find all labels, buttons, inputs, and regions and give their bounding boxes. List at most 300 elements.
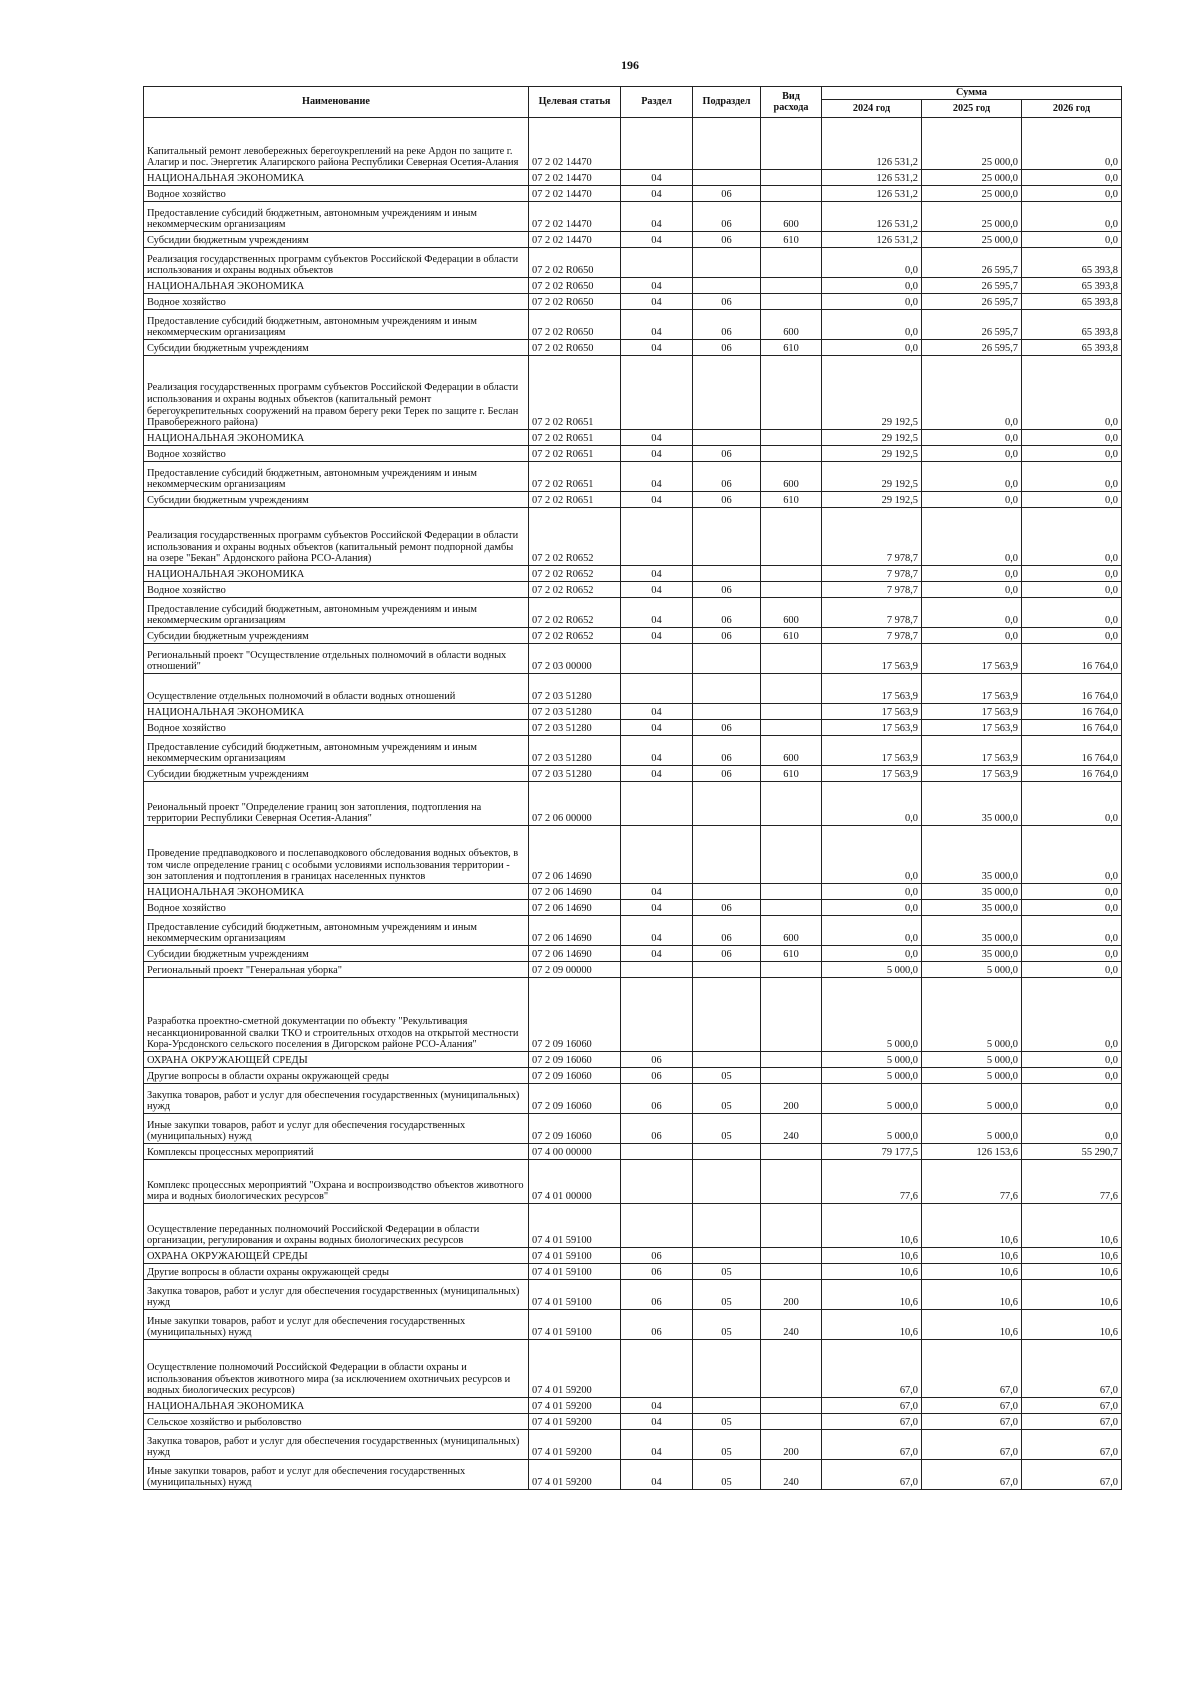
target-article-cell: 07 4 01 59200 <box>529 1460 621 1490</box>
name-cell: Субсидии бюджетным учреждениям <box>144 232 529 248</box>
expense-type-cell <box>761 1248 822 1264</box>
section-cell: 04 <box>621 202 693 232</box>
sum-2026-cell: 16 764,0 <box>1022 736 1122 766</box>
subsection-cell <box>693 430 761 446</box>
section-cell <box>621 118 693 170</box>
subsection-cell: 06 <box>693 340 761 356</box>
name-cell: Иные закупки товаров, работ и услуг для обеспечения государственных (муниципальных) нужд <box>144 1310 529 1340</box>
sum-2025-cell: 10,6 <box>922 1280 1022 1310</box>
sum-2024-cell: 126 531,2 <box>822 170 922 186</box>
sum-2026-cell: 65 393,8 <box>1022 340 1122 356</box>
sum-2025-cell: 126 153,6 <box>922 1144 1022 1160</box>
target-article-cell: 07 2 02 14470 <box>529 232 621 248</box>
sum-2025-cell: 35 000,0 <box>922 916 1022 946</box>
table-row <box>144 1460 1122 1490</box>
sum-2025-cell: 5 000,0 <box>922 1084 1022 1114</box>
expense-type-cell: 600 <box>761 598 822 628</box>
sum-2026-cell: 0,0 <box>1022 782 1122 826</box>
name-cell: Комплексы процессных мероприятий <box>144 1144 529 1160</box>
name-cell: Осуществление переданных полномочий Российской Федерации в области организации, регулирования и охраны водных биологических ресурсов <box>144 1204 529 1248</box>
sum-2025-cell: 17 563,9 <box>922 766 1022 782</box>
table-row <box>144 720 1122 736</box>
sum-2026-cell: 0,0 <box>1022 978 1122 1052</box>
target-article-cell: 07 4 01 00000 <box>529 1160 621 1204</box>
subsection-cell <box>693 1248 761 1264</box>
table-row <box>144 1052 1122 1068</box>
expense-type-cell <box>761 186 822 202</box>
name-cell: Водное хозяйство <box>144 294 529 310</box>
section-cell: 06 <box>621 1052 693 1068</box>
table-row <box>144 1280 1122 1310</box>
sum-2024-cell: 29 192,5 <box>822 462 922 492</box>
sum-2024-cell: 7 978,7 <box>822 628 922 644</box>
sum-2025-cell: 0,0 <box>922 628 1022 644</box>
target-article-cell: 07 2 09 16060 <box>529 1084 621 1114</box>
sum-2024-cell: 10,6 <box>822 1310 922 1340</box>
sum-2025-cell: 17 563,9 <box>922 720 1022 736</box>
name-cell: Реиональный проект "Определение границ зон затопления, подтопления на территории Республики Северная Осетия-Алания" <box>144 782 529 826</box>
sum-2026-cell: 0,0 <box>1022 118 1122 170</box>
sum-2025-cell: 35 000,0 <box>922 884 1022 900</box>
table-row <box>144 674 1122 704</box>
name-cell: Водное хозяйство <box>144 582 529 598</box>
sum-2025-cell: 5 000,0 <box>922 962 1022 978</box>
name-cell: Субсидии бюджетным учреждениям <box>144 946 529 962</box>
name-cell: Другие вопросы в области охраны окружающей среды <box>144 1264 529 1280</box>
expense-type-cell <box>761 884 822 900</box>
target-article-cell: 07 2 02 R0650 <box>529 310 621 340</box>
header-year-2026: 2026 год <box>1022 100 1122 118</box>
subsection-cell: 06 <box>693 186 761 202</box>
expense-type-cell: 200 <box>761 1430 822 1460</box>
expense-type-cell <box>761 1160 822 1204</box>
expense-type-cell: 600 <box>761 916 822 946</box>
sum-2026-cell: 10,6 <box>1022 1280 1122 1310</box>
table-row <box>144 916 1122 946</box>
section-cell: 04 <box>621 582 693 598</box>
sum-2026-cell: 0,0 <box>1022 232 1122 248</box>
sum-2024-cell: 17 563,9 <box>822 704 922 720</box>
sum-2026-cell: 65 393,8 <box>1022 310 1122 340</box>
section-cell: 04 <box>621 310 693 340</box>
sum-2026-cell: 0,0 <box>1022 1084 1122 1114</box>
section-cell: 04 <box>621 1430 693 1460</box>
sum-2026-cell: 0,0 <box>1022 462 1122 492</box>
name-cell: Предоставление субсидий бюджетным, автономным учреждениям и иным некоммерческим организациям <box>144 202 529 232</box>
section-cell <box>621 644 693 674</box>
sum-2025-cell: 25 000,0 <box>922 186 1022 202</box>
target-article-cell: 07 2 02 14470 <box>529 118 621 170</box>
section-cell: 06 <box>621 1068 693 1084</box>
target-article-cell: 07 4 00 00000 <box>529 1144 621 1160</box>
expense-type-cell: 600 <box>761 736 822 766</box>
sum-2026-cell: 65 393,8 <box>1022 294 1122 310</box>
sum-2024-cell: 7 978,7 <box>822 598 922 628</box>
expense-type-cell <box>761 294 822 310</box>
section-cell: 06 <box>621 1264 693 1280</box>
sum-2024-cell: 0,0 <box>822 340 922 356</box>
table-row <box>144 628 1122 644</box>
sum-2026-cell: 0,0 <box>1022 1052 1122 1068</box>
name-cell: Реализация государственных программ субъектов Российской Федерации в области использования и охраны водных объектов <box>144 248 529 278</box>
subsection-cell <box>693 962 761 978</box>
table-row <box>144 1398 1122 1414</box>
header-year-2025: 2025 год <box>922 100 1022 118</box>
subsection-cell <box>693 1144 761 1160</box>
expense-type-cell <box>761 1414 822 1430</box>
table-row <box>144 248 1122 278</box>
sum-2026-cell: 10,6 <box>1022 1310 1122 1340</box>
expense-type-cell <box>761 356 822 430</box>
section-cell: 04 <box>621 340 693 356</box>
sum-2024-cell: 29 192,5 <box>822 430 922 446</box>
target-article-cell: 07 4 01 59100 <box>529 1280 621 1310</box>
sum-2026-cell: 16 764,0 <box>1022 720 1122 736</box>
table-row <box>144 598 1122 628</box>
sum-2026-cell: 0,0 <box>1022 884 1122 900</box>
sum-2024-cell: 10,6 <box>822 1280 922 1310</box>
section-cell: 04 <box>621 446 693 462</box>
table-row <box>144 430 1122 446</box>
table-row <box>144 170 1122 186</box>
name-cell: Реализация государственных программ субъектов Российской Федерации в области использования и охраны водных объектов (капитальный ремонт берегоукрепительных сооружений на правом берегу реки Терек по защите г. Беслан Правобережного района) <box>144 356 529 430</box>
table-row <box>144 492 1122 508</box>
name-cell: Капитальный ремонт левобережных берегоукреплений на реке Ардон по защите г. Алагир и пос. Энергетик Алагирского района Республики Северная Осетия-Алания <box>144 118 529 170</box>
target-article-cell: 07 2 09 16060 <box>529 1114 621 1144</box>
sum-2026-cell: 16 764,0 <box>1022 674 1122 704</box>
subsection-cell: 05 <box>693 1068 761 1084</box>
name-cell: НАЦИОНАЛЬНАЯ ЭКОНОМИКА <box>144 1398 529 1414</box>
subsection-cell <box>693 978 761 1052</box>
table-row <box>144 1204 1122 1248</box>
sum-2025-cell: 35 000,0 <box>922 782 1022 826</box>
sum-2024-cell: 0,0 <box>822 826 922 884</box>
sum-2024-cell: 0,0 <box>822 900 922 916</box>
table-row <box>144 118 1122 170</box>
subsection-cell <box>693 118 761 170</box>
table-row <box>144 1084 1122 1114</box>
sum-2025-cell: 35 000,0 <box>922 900 1022 916</box>
section-cell: 04 <box>621 462 693 492</box>
sum-2026-cell: 0,0 <box>1022 170 1122 186</box>
subsection-cell <box>693 704 761 720</box>
sum-2025-cell: 10,6 <box>922 1248 1022 1264</box>
table-row <box>144 202 1122 232</box>
subsection-cell: 05 <box>693 1280 761 1310</box>
table-row <box>144 278 1122 294</box>
sum-2026-cell: 0,0 <box>1022 1114 1122 1144</box>
sum-2025-cell: 67,0 <box>922 1430 1022 1460</box>
expense-type-cell <box>761 430 822 446</box>
name-cell: Водное хозяйство <box>144 900 529 916</box>
sum-2025-cell: 5 000,0 <box>922 1068 1022 1084</box>
subsection-cell: 06 <box>693 202 761 232</box>
table-row <box>144 900 1122 916</box>
subsection-cell: 06 <box>693 310 761 340</box>
section-cell: 04 <box>621 628 693 644</box>
sum-2024-cell: 5 000,0 <box>822 978 922 1052</box>
sum-2024-cell: 7 978,7 <box>822 566 922 582</box>
table-row <box>144 704 1122 720</box>
sum-2026-cell: 0,0 <box>1022 962 1122 978</box>
name-cell: НАЦИОНАЛЬНАЯ ЭКОНОМИКА <box>144 884 529 900</box>
sum-2024-cell: 10,6 <box>822 1264 922 1280</box>
target-article-cell: 07 2 03 00000 <box>529 644 621 674</box>
target-article-cell: 07 2 09 16060 <box>529 1052 621 1068</box>
sum-2025-cell: 0,0 <box>922 430 1022 446</box>
table-row <box>144 294 1122 310</box>
name-cell: Закупка товаров, работ и услуг для обеспечения государственных (муниципальных) нужд <box>144 1430 529 1460</box>
sum-2024-cell: 7 978,7 <box>822 508 922 566</box>
sum-2024-cell: 67,0 <box>822 1340 922 1398</box>
sum-2025-cell: 0,0 <box>922 492 1022 508</box>
section-cell: 04 <box>621 566 693 582</box>
section-cell <box>621 248 693 278</box>
sum-2024-cell: 0,0 <box>822 782 922 826</box>
sum-2024-cell: 0,0 <box>822 884 922 900</box>
section-cell: 04 <box>621 704 693 720</box>
section-cell <box>621 1160 693 1204</box>
expense-type-cell: 240 <box>761 1310 822 1340</box>
expense-type-cell: 240 <box>761 1460 822 1490</box>
sum-2026-cell: 65 393,8 <box>1022 248 1122 278</box>
target-article-cell: 07 4 01 59100 <box>529 1310 621 1340</box>
expense-type-cell <box>761 1398 822 1414</box>
table-row <box>144 978 1122 1052</box>
sum-2025-cell: 10,6 <box>922 1310 1022 1340</box>
sum-2024-cell: 0,0 <box>822 916 922 946</box>
sum-2024-cell: 5 000,0 <box>822 962 922 978</box>
target-article-cell: 07 4 01 59200 <box>529 1340 621 1398</box>
subsection-cell: 05 <box>693 1310 761 1340</box>
sum-2026-cell: 16 764,0 <box>1022 766 1122 782</box>
table-row <box>144 340 1122 356</box>
target-article-cell: 07 2 02 R0652 <box>529 628 621 644</box>
subsection-cell: 06 <box>693 736 761 766</box>
header-expense-type: Вид расхода <box>761 87 822 118</box>
expense-type-cell <box>761 1052 822 1068</box>
target-article-cell: 07 2 02 R0652 <box>529 582 621 598</box>
sum-2025-cell: 25 000,0 <box>922 232 1022 248</box>
budget-table <box>143 86 1122 1490</box>
table-row <box>144 1264 1122 1280</box>
sum-2025-cell: 25 000,0 <box>922 202 1022 232</box>
name-cell: Закупка товаров, работ и услуг для обеспечения государственных (муниципальных) нужд <box>144 1084 529 1114</box>
sum-2025-cell: 67,0 <box>922 1414 1022 1430</box>
subsection-cell: 06 <box>693 294 761 310</box>
sum-2026-cell: 67,0 <box>1022 1340 1122 1398</box>
target-article-cell: 07 2 03 51280 <box>529 674 621 704</box>
name-cell: Субсидии бюджетным учреждениям <box>144 628 529 644</box>
sum-2024-cell: 5 000,0 <box>822 1052 922 1068</box>
target-article-cell: 07 2 03 51280 <box>529 766 621 782</box>
section-cell: 04 <box>621 1414 693 1430</box>
sum-2026-cell: 0,0 <box>1022 1068 1122 1084</box>
subsection-cell <box>693 1160 761 1204</box>
table-row <box>144 446 1122 462</box>
section-cell: 04 <box>621 598 693 628</box>
header-name: Наименование <box>144 87 529 118</box>
subsection-cell: 06 <box>693 446 761 462</box>
expense-type-cell <box>761 782 822 826</box>
subsection-cell <box>693 1052 761 1068</box>
sum-2024-cell: 0,0 <box>822 310 922 340</box>
subsection-cell: 06 <box>693 916 761 946</box>
target-article-cell: 07 4 01 59200 <box>529 1414 621 1430</box>
target-article-cell: 07 2 09 16060 <box>529 1068 621 1084</box>
section-cell: 04 <box>621 430 693 446</box>
subsection-cell: 05 <box>693 1430 761 1460</box>
target-article-cell: 07 4 01 59100 <box>529 1204 621 1248</box>
target-article-cell: 07 4 01 59200 <box>529 1398 621 1414</box>
sum-2024-cell: 67,0 <box>822 1398 922 1414</box>
sum-2026-cell: 0,0 <box>1022 628 1122 644</box>
sum-2024-cell: 67,0 <box>822 1460 922 1490</box>
expense-type-cell <box>761 582 822 598</box>
table-row <box>144 1414 1122 1430</box>
table-row <box>144 310 1122 340</box>
header-year-2024: 2024 год <box>822 100 922 118</box>
target-article-cell: 07 2 02 R0650 <box>529 278 621 294</box>
target-article-cell: 07 2 02 R0651 <box>529 446 621 462</box>
table-row <box>144 232 1122 248</box>
sum-2026-cell: 16 764,0 <box>1022 644 1122 674</box>
table-row <box>144 1248 1122 1264</box>
sum-2024-cell: 10,6 <box>822 1248 922 1264</box>
sum-2025-cell: 26 595,7 <box>922 278 1022 294</box>
sum-2026-cell: 0,0 <box>1022 446 1122 462</box>
sum-2024-cell: 5 000,0 <box>822 1084 922 1114</box>
subsection-cell: 06 <box>693 766 761 782</box>
sum-2026-cell: 10,6 <box>1022 1204 1122 1248</box>
sum-2025-cell: 77,6 <box>922 1160 1022 1204</box>
subsection-cell <box>693 884 761 900</box>
target-article-cell: 07 4 01 59100 <box>529 1264 621 1280</box>
name-cell: ОХРАНА ОКРУЖАЮЩЕЙ СРЕДЫ <box>144 1248 529 1264</box>
expense-type-cell <box>761 962 822 978</box>
sum-2025-cell: 17 563,9 <box>922 736 1022 766</box>
sum-2025-cell: 10,6 <box>922 1264 1022 1280</box>
header-section: Раздел <box>621 87 693 118</box>
section-cell: 04 <box>621 736 693 766</box>
target-article-cell: 07 2 03 51280 <box>529 720 621 736</box>
subsection-cell: 06 <box>693 946 761 962</box>
sum-2025-cell: 0,0 <box>922 508 1022 566</box>
subsection-cell: 06 <box>693 720 761 736</box>
name-cell: Предоставление субсидий бюджетным, автономным учреждениям и иным некоммерческим организациям <box>144 310 529 340</box>
section-cell: 04 <box>621 720 693 736</box>
table-row <box>144 1430 1122 1460</box>
subsection-cell: 06 <box>693 628 761 644</box>
expense-type-cell: 610 <box>761 766 822 782</box>
subsection-cell: 06 <box>693 900 761 916</box>
expense-type-cell: 610 <box>761 232 822 248</box>
name-cell: Закупка товаров, работ и услуг для обеспечения государственных (муниципальных) нужд <box>144 1280 529 1310</box>
section-cell: 06 <box>621 1248 693 1264</box>
expense-type-cell <box>761 248 822 278</box>
section-cell <box>621 826 693 884</box>
target-article-cell: 07 2 02 R0651 <box>529 430 621 446</box>
name-cell: НАЦИОНАЛЬНАЯ ЭКОНОМИКА <box>144 566 529 582</box>
section-cell: 04 <box>621 278 693 294</box>
name-cell: Региональный проект "Генеральная уборка" <box>144 962 529 978</box>
sum-2025-cell: 26 595,7 <box>922 294 1022 310</box>
sum-2026-cell: 67,0 <box>1022 1430 1122 1460</box>
sum-2026-cell: 16 764,0 <box>1022 704 1122 720</box>
sum-2024-cell: 29 192,5 <box>822 356 922 430</box>
expense-type-cell <box>761 1144 822 1160</box>
expense-type-cell <box>761 566 822 582</box>
target-article-cell: 07 2 02 R0652 <box>529 598 621 628</box>
table-row <box>144 644 1122 674</box>
section-cell: 04 <box>621 884 693 900</box>
target-article-cell: 07 2 02 R0651 <box>529 492 621 508</box>
subsection-cell <box>693 1398 761 1414</box>
sum-2024-cell: 126 531,2 <box>822 118 922 170</box>
sum-2026-cell: 0,0 <box>1022 492 1122 508</box>
expense-type-cell <box>761 170 822 186</box>
sum-2026-cell: 67,0 <box>1022 1460 1122 1490</box>
section-cell: 04 <box>621 916 693 946</box>
sum-2024-cell: 10,6 <box>822 1204 922 1248</box>
subsection-cell: 05 <box>693 1460 761 1490</box>
section-cell: 04 <box>621 946 693 962</box>
sum-2026-cell: 65 393,8 <box>1022 278 1122 294</box>
sum-2025-cell: 26 595,7 <box>922 310 1022 340</box>
name-cell: Иные закупки товаров, работ и услуг для обеспечения государственных (муниципальных) нужд <box>144 1114 529 1144</box>
sum-2025-cell: 67,0 <box>922 1340 1022 1398</box>
section-cell <box>621 978 693 1052</box>
name-cell: Разработка проектно-сметной документации по объекту "Рекультивация несанкционированной свалки ТКО и строительных отходов на открытой местности Кора-Урсдонского сельского поселения в Дигорском районе РСО-Алания" <box>144 978 529 1052</box>
name-cell: Проведение предпаводкового и послепаводкового обследования водных объектов, в том числе определение границ с особыми условиями использования территории - зон затопления и подтопления в границах населенных пунктов <box>144 826 529 884</box>
target-article-cell: 07 2 02 R0652 <box>529 566 621 582</box>
expense-type-cell: 600 <box>761 202 822 232</box>
name-cell: Реализация государственных программ субъектов Российской Федерации в области использования и охраны водных объектов (капитальный ремонт подпорной дамбы на озере "Бекан" Ардонского района РСО-Алания) <box>144 508 529 566</box>
sum-2024-cell: 17 563,9 <box>822 766 922 782</box>
section-cell <box>621 962 693 978</box>
subsection-cell <box>693 826 761 884</box>
target-article-cell: 07 2 02 R0650 <box>529 248 621 278</box>
sum-2024-cell: 0,0 <box>822 294 922 310</box>
sum-2024-cell: 77,6 <box>822 1160 922 1204</box>
section-cell <box>621 1204 693 1248</box>
subsection-cell <box>693 278 761 294</box>
name-cell: Предоставление субсидий бюджетным, автономным учреждениям и иным некоммерческим организациям <box>144 462 529 492</box>
sum-2025-cell: 0,0 <box>922 598 1022 628</box>
target-article-cell: 07 2 02 R0650 <box>529 294 621 310</box>
name-cell: Осуществление отдельных полномочий в области водных отношений <box>144 674 529 704</box>
sum-2026-cell: 0,0 <box>1022 202 1122 232</box>
sum-2024-cell: 17 563,9 <box>822 736 922 766</box>
subsection-cell: 06 <box>693 462 761 492</box>
subsection-cell <box>693 248 761 278</box>
section-cell: 04 <box>621 1460 693 1490</box>
sum-2026-cell: 0,0 <box>1022 566 1122 582</box>
sum-2026-cell: 0,0 <box>1022 826 1122 884</box>
table-row <box>144 884 1122 900</box>
subsection-cell <box>693 1340 761 1398</box>
sum-2024-cell: 29 192,5 <box>822 492 922 508</box>
sum-2024-cell: 5 000,0 <box>822 1068 922 1084</box>
table-row <box>144 826 1122 884</box>
target-article-cell: 07 2 02 14470 <box>529 202 621 232</box>
target-article-cell: 07 2 02 R0652 <box>529 508 621 566</box>
target-article-cell: 07 2 02 R0650 <box>529 340 621 356</box>
subsection-cell <box>693 508 761 566</box>
sum-2025-cell: 0,0 <box>922 446 1022 462</box>
sum-2024-cell: 126 531,2 <box>822 232 922 248</box>
subsection-cell <box>693 170 761 186</box>
